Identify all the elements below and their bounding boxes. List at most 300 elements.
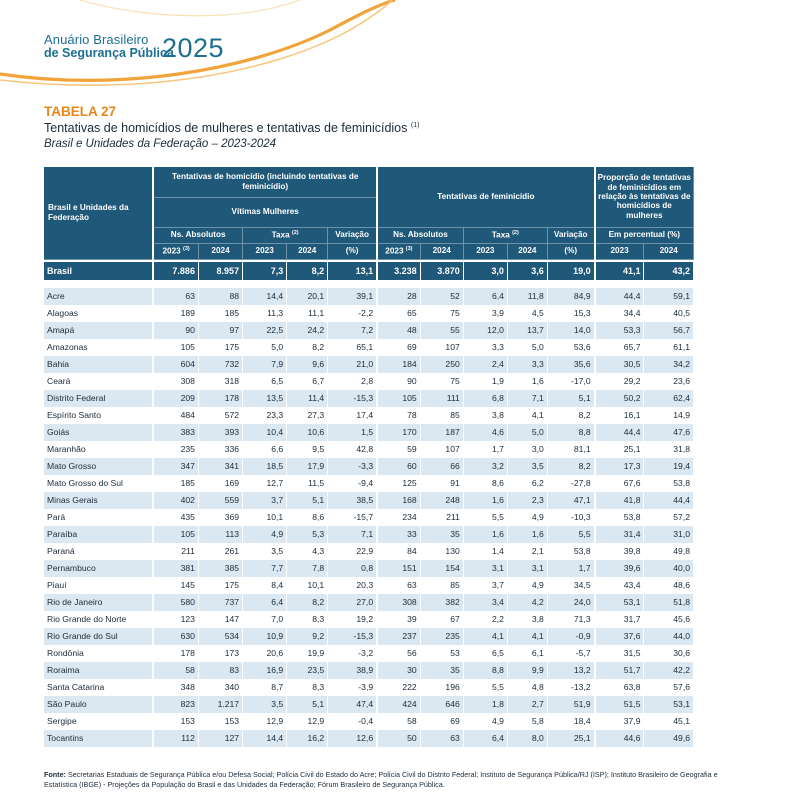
group-header-proporcao: Proporção de tentativas de feminicídios em relação às tentativas de homicídios de mulheres <box>595 167 694 227</box>
cell: 53,3 <box>595 322 644 339</box>
cell: 3,9 <box>463 305 507 322</box>
col-header-taxa-2 <box>463 227 547 243</box>
cell: 62,4 <box>644 390 694 407</box>
cell: 823 <box>153 696 198 713</box>
cell: 1,7 <box>547 560 594 577</box>
cell: 31,0 <box>644 526 694 543</box>
row-name: Tocantins <box>44 730 153 747</box>
cell: 5,5 <box>463 679 507 696</box>
cell: 88 <box>198 288 242 305</box>
cell: 168 <box>377 492 420 509</box>
cell: 12,6 <box>328 730 377 747</box>
table-row <box>44 322 694 339</box>
table-title-note: (1) <box>410 121 420 129</box>
cell: 13,7 <box>507 322 547 339</box>
cell: 57,6 <box>644 679 694 696</box>
cell: 63 <box>153 288 198 305</box>
table-row <box>44 662 694 679</box>
cell: 8,2 <box>287 594 328 611</box>
cell: 53,1 <box>595 594 644 611</box>
row-name: Pará <box>44 509 153 526</box>
cell: 6,5 <box>243 373 287 390</box>
cell: 6,1 <box>507 645 547 662</box>
cell: 169 <box>198 475 242 492</box>
cell: 44,4 <box>595 424 644 441</box>
col-header-taxa <box>243 227 328 243</box>
cell: 318 <box>198 373 242 390</box>
cell: 580 <box>153 594 198 611</box>
cell: 14,0 <box>547 322 594 339</box>
cell: 3,5 <box>507 458 547 475</box>
cell: 60 <box>377 458 420 475</box>
cell: 27,0 <box>328 594 377 611</box>
cell: 24,2 <box>287 322 328 339</box>
cell: 127 <box>198 730 242 747</box>
col-header-ns-absolutos-2: Ns. Absolutos <box>377 227 463 243</box>
cell: 15,3 <box>547 305 594 322</box>
cell: 3,6 <box>507 262 547 280</box>
table-row <box>44 628 694 645</box>
cell: 1,7 <box>463 441 507 458</box>
cell: 8,2 <box>547 407 594 424</box>
cell: 25,1 <box>595 441 644 458</box>
cell: 34,4 <box>595 305 644 322</box>
cell: 34,2 <box>644 356 694 373</box>
cell: 20,6 <box>243 645 287 662</box>
cell: 4,2 <box>507 594 547 611</box>
row-name: Bahia <box>44 356 153 373</box>
cell: 8,6 <box>287 509 328 526</box>
cell: 41,1 <box>595 262 644 280</box>
cell: 196 <box>420 679 463 696</box>
cell: 63 <box>420 730 463 747</box>
cell: 4,9 <box>507 577 547 594</box>
cell: 3,8 <box>463 407 507 424</box>
row-name: Espírito Santo <box>44 407 153 424</box>
cell: 67 <box>420 611 463 628</box>
cell: 3,1 <box>507 560 547 577</box>
cell: 34,5 <box>547 577 594 594</box>
cell: 48,6 <box>644 577 694 594</box>
year-note-fem: (3) <box>405 245 413 252</box>
cell: 65,1 <box>328 339 377 356</box>
cell: 97 <box>198 322 242 339</box>
cell: 53,8 <box>644 475 694 492</box>
cell: 57,2 <box>644 509 694 526</box>
cell: 7,9 <box>243 356 287 373</box>
taxa-note: (2) <box>291 229 299 236</box>
cell: 6,2 <box>507 475 547 492</box>
cell: 14,4 <box>243 288 287 305</box>
brand-year: 2025 <box>162 33 225 63</box>
cell: 33 <box>377 526 420 543</box>
cell: 237 <box>377 628 420 645</box>
group-subheader-vitimas-mulheres: Vítimas Mulheres <box>153 197 377 227</box>
cell: 84,9 <box>547 288 594 305</box>
cell: 47,4 <box>328 696 377 713</box>
cell: 178 <box>153 645 198 662</box>
col-header-variacao-2: Variação <box>547 227 594 243</box>
cell: 3,8 <box>507 611 547 628</box>
group-header-tentativas-feminicidio: Tentativas de feminicídio <box>377 167 595 227</box>
cell: 7,0 <box>243 611 287 628</box>
cell: 51,9 <box>547 696 594 713</box>
cell: 13,5 <box>243 390 287 407</box>
table-row <box>44 611 694 628</box>
year-label: 2023 <box>162 246 181 256</box>
cell: 381 <box>153 560 198 577</box>
cell: 105 <box>377 390 420 407</box>
cell: 49,6 <box>644 730 694 747</box>
cell: 9,6 <box>287 356 328 373</box>
cell: 261 <box>198 543 242 560</box>
col-year-2023 <box>153 243 198 259</box>
cell: 13,1 <box>328 262 377 280</box>
cell: 56 <box>377 645 420 662</box>
cell: 40,5 <box>644 305 694 322</box>
cell: 17,3 <box>595 458 644 475</box>
cell: 42,8 <box>328 441 377 458</box>
cell: 90 <box>377 373 420 390</box>
cell: 1,6 <box>463 526 507 543</box>
cell: 53 <box>420 645 463 662</box>
cell: -0,4 <box>328 713 377 730</box>
cell: 234 <box>377 509 420 526</box>
cell: 30,6 <box>644 645 694 662</box>
cell: 11,3 <box>243 305 287 322</box>
cell: 222 <box>377 679 420 696</box>
cell: 91 <box>420 475 463 492</box>
cell: 5,1 <box>547 390 594 407</box>
cell: 23,5 <box>287 662 328 679</box>
cell: 10,4 <box>243 424 287 441</box>
cell: -15,7 <box>328 509 377 526</box>
row-name: Ceará <box>44 373 153 390</box>
cell: 19,2 <box>328 611 377 628</box>
cell: 6,4 <box>463 730 507 747</box>
cell: 393 <box>198 424 242 441</box>
cell: 45,6 <box>644 611 694 628</box>
row-name: Paraná <box>44 543 153 560</box>
cell: 28 <box>377 288 420 305</box>
cell: 24,0 <box>547 594 594 611</box>
cell: 3,3 <box>507 356 547 373</box>
cell: 20,1 <box>287 288 328 305</box>
cell: 39,6 <box>595 560 644 577</box>
cell: 85 <box>420 577 463 594</box>
cell: 17,4 <box>328 407 377 424</box>
cell: 6,4 <box>463 288 507 305</box>
cell: 10,1 <box>287 577 328 594</box>
table-row <box>44 492 694 509</box>
table-row <box>44 424 694 441</box>
cell: 38,5 <box>328 492 377 509</box>
cell: 11,5 <box>287 475 328 492</box>
cell: 534 <box>198 628 242 645</box>
table-row <box>44 441 694 458</box>
cell: 6,6 <box>243 441 287 458</box>
cell: 12,7 <box>243 475 287 492</box>
cell: -13,2 <box>547 679 594 696</box>
cell: 59,1 <box>644 288 694 305</box>
cell: 8,2 <box>287 339 328 356</box>
cell: 12,9 <box>243 713 287 730</box>
cell: 90 <box>153 322 198 339</box>
cell: 23,3 <box>243 407 287 424</box>
cell: 20,3 <box>328 577 377 594</box>
cell: 39,8 <box>595 543 644 560</box>
cell: 8,0 <box>507 730 547 747</box>
cell: 83 <box>198 662 242 679</box>
cell: 154 <box>420 560 463 577</box>
cell: 107 <box>420 339 463 356</box>
table-row <box>44 288 694 305</box>
cell: 8,3 <box>287 611 328 628</box>
cell: 3,3 <box>463 339 507 356</box>
cell: 30 <box>377 662 420 679</box>
cell: 3,0 <box>507 441 547 458</box>
cell: 248 <box>420 492 463 509</box>
cell: 84 <box>377 543 420 560</box>
cell: 123 <box>153 611 198 628</box>
cell: 63 <box>377 577 420 594</box>
cell: 1,6 <box>507 373 547 390</box>
table-row <box>44 560 694 577</box>
cell: 170 <box>377 424 420 441</box>
cell: 48 <box>377 322 420 339</box>
cell: 39,1 <box>328 288 377 305</box>
cell: 10,6 <box>287 424 328 441</box>
row-name: Maranhão <box>44 441 153 458</box>
cell: 7,2 <box>328 322 377 339</box>
cell: 2,2 <box>463 611 507 628</box>
cell: 1,4 <box>463 543 507 560</box>
cell: 51,8 <box>644 594 694 611</box>
cell: 35 <box>420 526 463 543</box>
cell: 66 <box>420 458 463 475</box>
cell: 185 <box>153 475 198 492</box>
cell: 41,8 <box>595 492 644 509</box>
cell: 185 <box>198 305 242 322</box>
cell: 14,9 <box>644 407 694 424</box>
cell: 4,9 <box>463 713 507 730</box>
cell: 3,1 <box>463 560 507 577</box>
cell: 336 <box>198 441 242 458</box>
cell: 6,8 <box>463 390 507 407</box>
cell: 2,7 <box>507 696 547 713</box>
cell: 211 <box>420 509 463 526</box>
table-row <box>44 458 694 475</box>
cell: 4,1 <box>507 407 547 424</box>
cell: 6,4 <box>243 594 287 611</box>
cell: 7,7 <box>243 560 287 577</box>
cell: -15,3 <box>328 628 377 645</box>
cell: 19,9 <box>287 645 328 662</box>
footer-label: Fonte: <box>44 770 66 779</box>
cell: 175 <box>198 577 242 594</box>
table-row <box>44 594 694 611</box>
cell: -10,3 <box>547 509 594 526</box>
cell: 44,0 <box>644 628 694 645</box>
row-name: Rio de Janeiro <box>44 594 153 611</box>
cell: 35,6 <box>547 356 594 373</box>
cell: 5,0 <box>243 339 287 356</box>
footer-text: Secretarias Estaduais de Segurança Pública e/ou Defesa Social; Polícia Civil do Estado do Acre; Polícia Civil do Distrito Federal; Instituto de Segurança Pública/RJ (ISP); Instituto Brasileiro de Geografia e Estatística (IBGE) - Projeções da População do Brasil e das Unidades da Federação; Fórum Brasileiro de Segurança Pública. <box>44 770 718 790</box>
col-year-2024-fem-taxa: 2024 <box>507 243 547 259</box>
cell: 75 <box>420 305 463 322</box>
row-name: Roraima <box>44 662 153 679</box>
cell: 11,4 <box>287 390 328 407</box>
col-year-2023-prop: 2023 <box>595 243 644 259</box>
cell: 42,2 <box>644 662 694 679</box>
cell: 1,6 <box>507 526 547 543</box>
cell: 21,0 <box>328 356 377 373</box>
cell: 43,2 <box>644 262 694 280</box>
table-row <box>44 509 694 526</box>
table-row <box>44 407 694 424</box>
cell: -5,7 <box>547 645 594 662</box>
row-name: São Paulo <box>44 696 153 713</box>
cell: 5,1 <box>287 696 328 713</box>
cell: 8.957 <box>198 262 242 280</box>
cell: 8,4 <box>243 577 287 594</box>
taxa-note-2: (2) <box>512 229 519 236</box>
cell: 3,2 <box>463 458 507 475</box>
cell: 7,3 <box>243 262 287 280</box>
cell: 308 <box>153 373 198 390</box>
cell: 8,2 <box>547 458 594 475</box>
row-name: Santa Catarina <box>44 679 153 696</box>
cell: 2,3 <box>507 492 547 509</box>
cell: 184 <box>377 356 420 373</box>
cell: 29,2 <box>595 373 644 390</box>
cell: 5,0 <box>507 424 547 441</box>
cell: 4,1 <box>507 628 547 645</box>
row-name: Amazonas <box>44 339 153 356</box>
cell: 4,3 <box>287 543 328 560</box>
cell: 111 <box>420 390 463 407</box>
cell: 559 <box>198 492 242 509</box>
cell: 47,6 <box>644 424 694 441</box>
cell: 175 <box>198 339 242 356</box>
cell: 0,8 <box>328 560 377 577</box>
cell: -15,3 <box>328 390 377 407</box>
row-name: Alagoas <box>44 305 153 322</box>
cell: -17,0 <box>547 373 594 390</box>
cell: 3,0 <box>463 262 507 280</box>
cell: 31,8 <box>644 441 694 458</box>
cell: 25,1 <box>547 730 594 747</box>
cell: 153 <box>198 713 242 730</box>
table-number: TABELA 27 <box>44 104 117 119</box>
cell: 105 <box>153 339 198 356</box>
cell: 211 <box>153 543 198 560</box>
row-name: Goiás <box>44 424 153 441</box>
cell: 5,5 <box>463 509 507 526</box>
cell: 235 <box>420 628 463 645</box>
cell: 4,8 <box>507 679 547 696</box>
cell: 53,8 <box>547 543 594 560</box>
cell: 369 <box>198 509 242 526</box>
cell: 53,1 <box>644 696 694 713</box>
year-note: (3) <box>183 245 190 252</box>
cell: 49,8 <box>644 543 694 560</box>
cell: 10,1 <box>243 509 287 526</box>
col-pct-2: (%) <box>547 243 594 259</box>
cell: 3,7 <box>243 492 287 509</box>
table-row <box>44 526 694 543</box>
cell: 69 <box>420 713 463 730</box>
col-year-2024: 2024 <box>198 243 242 259</box>
cell: 8,2 <box>287 262 328 280</box>
table-subtitle: Brasil e Unidades da Federação – 2023-2024 <box>44 138 277 150</box>
cell: 12,9 <box>287 713 328 730</box>
cell: 43,4 <box>595 577 644 594</box>
cell: 31,7 <box>595 611 644 628</box>
cell: 50 <box>377 730 420 747</box>
cell: 209 <box>153 390 198 407</box>
cell: 65,7 <box>595 339 644 356</box>
table-row <box>44 577 694 594</box>
cell: 5,5 <box>547 526 594 543</box>
cell: 732 <box>198 356 242 373</box>
cell: 5,8 <box>507 713 547 730</box>
taxa-label-2: Taxa <box>491 230 510 240</box>
cell: 58 <box>153 662 198 679</box>
cell: 55 <box>420 322 463 339</box>
cell: 7,1 <box>328 526 377 543</box>
year-label-fem: 2023 <box>385 246 404 256</box>
cell: 1,8 <box>463 696 507 713</box>
cell: 7,1 <box>507 390 547 407</box>
cell: 69 <box>377 339 420 356</box>
cell: 2,8 <box>328 373 377 390</box>
cell: 130 <box>420 543 463 560</box>
cell: 3.870 <box>420 262 463 280</box>
cell: 145 <box>153 577 198 594</box>
cell: 383 <box>153 424 198 441</box>
cell: 187 <box>420 424 463 441</box>
cell: 59 <box>377 441 420 458</box>
cell: 630 <box>153 628 198 645</box>
cell: 1.217 <box>198 696 242 713</box>
cell: 63,8 <box>595 679 644 696</box>
cell: 19,0 <box>547 262 594 280</box>
cell: 3,5 <box>243 696 287 713</box>
cell: 4,6 <box>463 424 507 441</box>
table-row <box>44 356 694 373</box>
cell: 348 <box>153 679 198 696</box>
cell: 16,9 <box>243 662 287 679</box>
cell: 8,6 <box>463 475 507 492</box>
cell: 85 <box>420 407 463 424</box>
cell: 44,4 <box>644 492 694 509</box>
cell: 8,7 <box>243 679 287 696</box>
cell: 51,5 <box>595 696 644 713</box>
row-name: Pernambuco <box>44 560 153 577</box>
table-row <box>44 696 694 713</box>
cell: 147 <box>198 611 242 628</box>
cell: -9,4 <box>328 475 377 492</box>
cell: 44,4 <box>595 288 644 305</box>
table-row <box>44 679 694 696</box>
cell: 11,1 <box>287 305 328 322</box>
cell: 1,5 <box>328 424 377 441</box>
col-year-2024-prop: 2024 <box>644 243 694 259</box>
cell: 3,5 <box>243 543 287 560</box>
cell: 11,8 <box>507 288 547 305</box>
row-name: Distrito Federal <box>44 390 153 407</box>
